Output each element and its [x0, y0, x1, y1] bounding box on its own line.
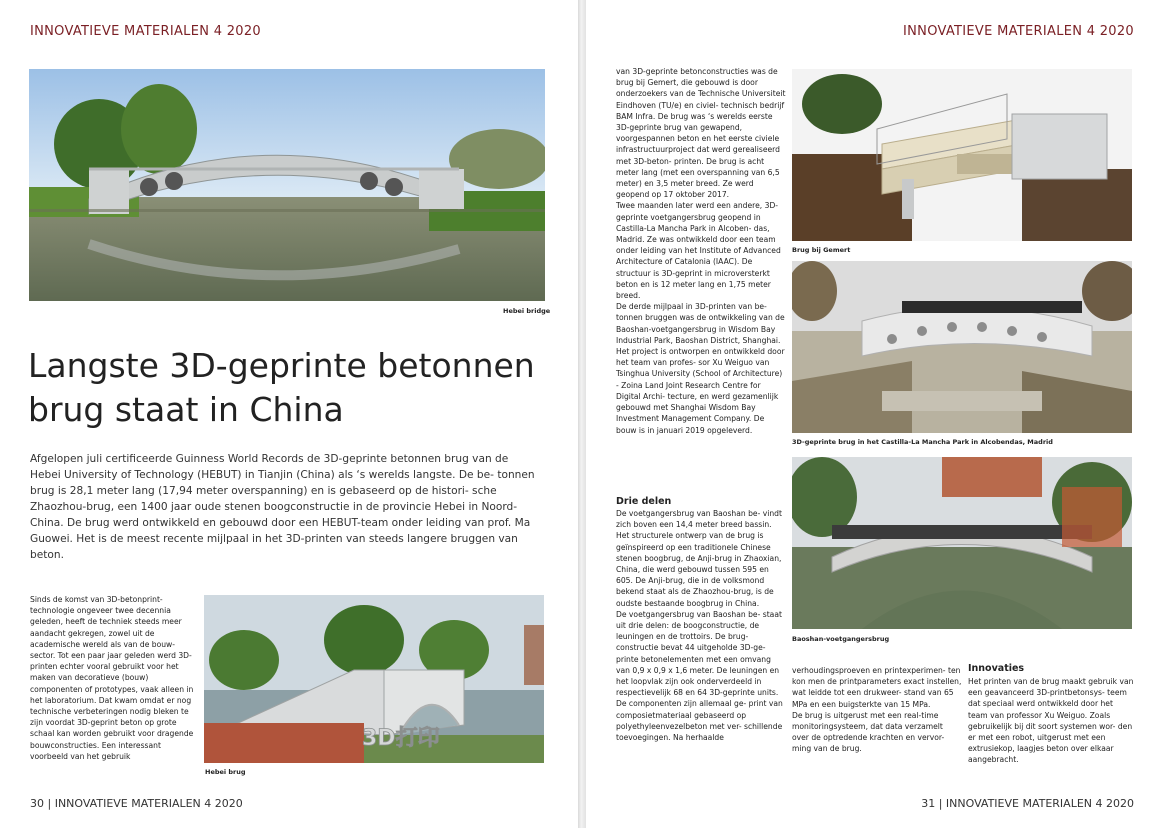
paragraph-tests: verhoudingsproeven en printexperimen- ten kon men de printparameters exact instellen, wat leidde tot een drukweer- stand van 65 MPa en een buigsterkte van 15 MPa.: [792, 666, 962, 709]
left-page: [0, 0, 578, 828]
hebei-brug-photo: [204, 595, 544, 763]
baoshan-caption: Baoshan-voetgangersbrug: [792, 635, 890, 643]
paragraph-parts: De voetgangersbrug van Baoshan be- staat uit drie delen: de boogconstructie, de leuningen en de trottoirs. De brug- constructie bevat 44 uitgeholde 3D-ge- printe betonelementen met een omvang van 0,9 x 0,9 x 1,6 meter. De leuningen en het loopvlak zijn ook onderverdeeld in respectievelijk 68 en 64 3D-geprinte units. De componenten zijn allemaal ge- print van composietmateriaal gebaseerd op polyethyleenvezelbeton met ver- schillende toevoegingen. Na herhaalde: [616, 609, 783, 743]
sign-3d-text: 3D打印: [362, 726, 440, 751]
article-headline: Langste 3D-geprinte betonnen brug staat in China: [28, 346, 535, 430]
subhead-innovaties: Innovaties: [968, 663, 1025, 674]
hebei-bridge-caption: Hebei bridge: [503, 307, 551, 315]
page-number-right: 31 | INNOVATIEVE MATERIALEN 4 2020: [921, 797, 1134, 810]
subhead-drie-delen: Drie delen: [616, 496, 672, 507]
hebei-brug-caption: Hebei brug: [205, 768, 246, 776]
article-lead: Afgelopen juli certificeerde Guinness World Records de 3D-geprinte betonnen brug van de Hebei University of Technology (HEBUT) in Tianjin (China) als ‘s werelds langste. De be- tonnen brug is 28,1 meter lang (17,94 meter overspanning) en is gebaseerd op de histori- sche Zhaozhou-brug, een 1400 jaar oude stenen boogconstructie in de provincie Hebei in Noord-China. De brug werd ontwikkeld en gebouwd door een HEBUT-team onder leiding van prof. Ma Guowei. Het is de meest recente mijlpaal in het 3D-printen van steeds langere bruggen van beton.: [30, 453, 535, 561]
innovaties-text: Het printen van de brug maakt gebruik van een geavanceerd 3D-printbetonsys- teem dat speciaal werd ontwikkeld door het team van professor Xu Weiguo. Zoals gebruikelijk bij dit soort systemen wor- den er met een robot, uitgerust met een extrusiekop, laagjes beton over elkaar aangebracht.: [968, 677, 1134, 765]
column3-text: [792, 665, 962, 755]
gemert-caption: Brug bij Gemert: [792, 246, 851, 254]
running-header-left: INNOVATIEVE MATERIALEN 4 2020: [30, 24, 261, 39]
running-header-right: INNOVATIEVE MATERIALEN 4 2020: [903, 24, 1134, 39]
left-body-text: Sinds de komst van 3D-betonprint- technologie ongeveer twee decennia geleden, heeft de techniek steeds meer aandacht gekregen, zowel uit de academische wereld als van de bouw- sector. Tot een paar jaar geleden werd 3D-printen echter vooral gebruikt voor het maken van decoratieve (bouw) componenten of prototypes, vaak alleen in het laboratorium. Dat kwam omdat er nog technische verbeteringen nodig bleken te zijn voordat 3D-geprint beton op grote schaal kan worden gebruikt voor dragende bouwconstructies. Een interessant voorbeeld van het gebruik: [30, 595, 194, 761]
paragraph-monitoring: De brug is uitgerust met een real-time monitoringsysteem, dat data verzamelt over de optredende krachten en vervor- ming van de brug.: [792, 710, 945, 754]
drie-delen-text: [616, 508, 786, 743]
spine-gutter: [578, 0, 586, 828]
right-page: [586, 0, 1164, 828]
paragraph-baoshan: De derde mijlpaal in 3D-printen van be- tonnen bruggen was de ontwikkeling van de Baoshan-voetgangersbrug in Wisdom Bay Industrial Park, Baoshan District, Shanghai. Het project is ontworpen en ontwikkeld door het team van profes- sor Xu Weiguo van Tsinghua University (School of Architecture) - Zoina Land Joint Research Centre for Digital Archi- tecture, en werd gezamenlijk gebouwd met Shanghai Wisdom Bay Investment Management Company. De bouw is in januari 2019 opgeleverd.: [616, 302, 785, 435]
paragraph-gemert: van 3D-geprinte betonconstructies was de brug bij Gemert, die gebouwd is door onderzoekers van de Technische Universiteit Eindhoven (TU/e) en civiel- technisch bedrijf BAM Infra. De brug was ‘s werelds eerste 3D-geprinte brug van gewapend, voorgespannen beton en het eerste civiele infrastructuurproject dat werd gerealiseerd met 3D-beton- printen. De brug is acht meter lang (met een overspanning van 6,5 meter) en 3,5 meter breed. Ze werd geopend op 17 oktober 2017.: [616, 67, 786, 200]
madrid-bridge-photo: [792, 261, 1132, 433]
right-column-text: [616, 66, 786, 436]
hebei-bridge-photo: [29, 69, 545, 301]
paragraph-basin: De voetgangersbrug van Baoshan be- vindt zich boven een 14,4 meter breed bassin. Het structurele ontwerp van de brug is geïnspireerd op een traditionele Chinese stenen boogbrug, de Anji-brug in Zhaoxian, China, die werd gebouwd tussen 595 en 605. De Anji-brug, die in de volksmond bekend staat als de Zhaozhou-brug, is de oudste bestaande boogbrug in China.: [616, 509, 782, 608]
gemert-bridge-photo: [792, 69, 1132, 241]
baoshan-bridge-photo: [792, 457, 1132, 629]
page-number-left: 30 | INNOVATIEVE MATERIALEN 4 2020: [30, 797, 243, 810]
paragraph-madrid: Twee maanden later werd een andere, 3D-geprinte voetgangersbrug geopend in Castilla-La Mancha Park in Alcoben- das, Madrid. Ze was ontwikkeld door een team onder leiding van het Institute of Advanced Architecture of Catalonia (IAAC). De structuur is 3D-geprint in microversterkt beton en is 12 meter lang en 1,75 meter breed.: [616, 201, 781, 301]
madrid-caption: 3D-geprinte brug in het Castilla-La Mancha Park in Alcobendas, Madrid: [792, 438, 1053, 446]
